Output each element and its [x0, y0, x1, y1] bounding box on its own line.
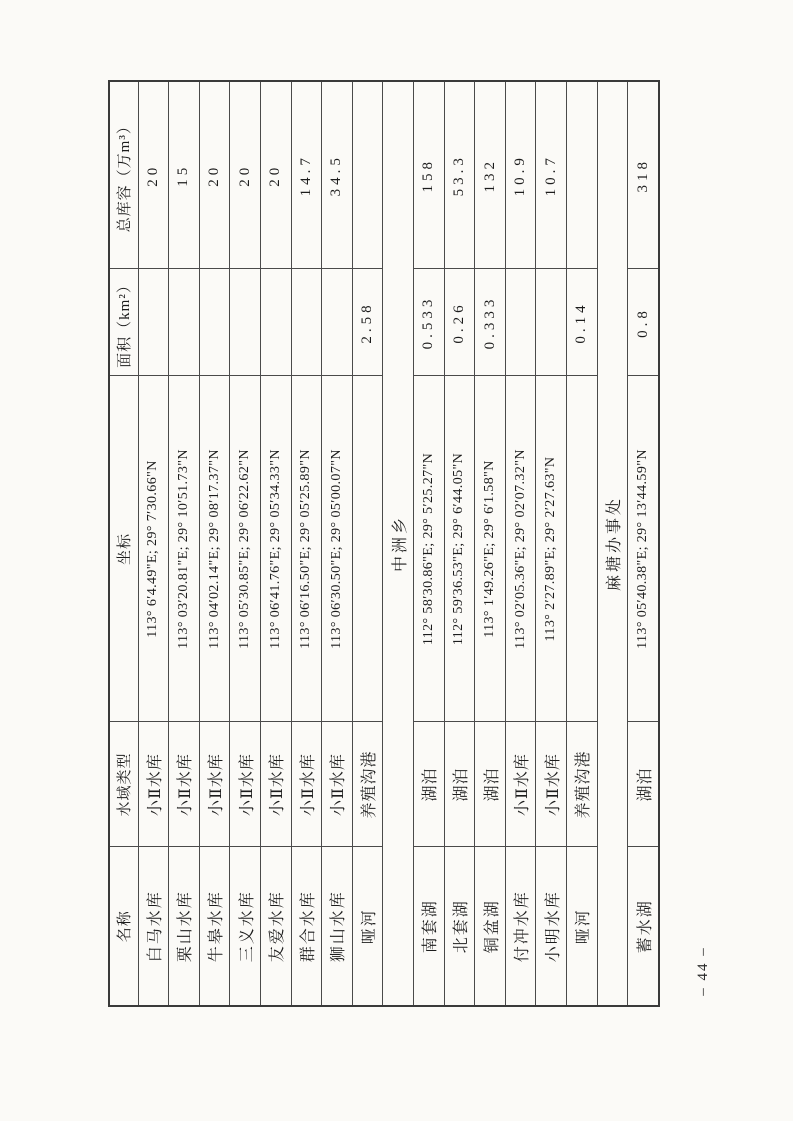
header-water-type: 水域类型 [109, 722, 138, 847]
coords-cell: 112° 59′36.53"E; 29° 6′44.05"N [444, 376, 475, 722]
capacity-cell: 318 [628, 81, 659, 269]
name-cell: 友爱水库 [260, 847, 291, 1006]
table-row [505, 81, 536, 1006]
coords-cell: 113° 06′30.50"E; 29° 05′00.07"N [322, 376, 353, 722]
coords-cell: 113° 02′05.36"E; 29° 02′07.32"N [505, 376, 536, 722]
table-row [322, 81, 353, 1006]
name-cell: 哑河 [352, 847, 383, 1006]
coords-cell: 113° 2′27.89"E; 29° 2′27.63"N [536, 376, 567, 722]
capacity-cell: 158 [413, 81, 444, 269]
table-row [138, 81, 169, 1006]
coords-cell: 113° 05′30.85"E; 29° 06′22.62"N [230, 376, 261, 722]
coords-cell: 113° 06′41.76"E; 29° 05′34.33"N [260, 376, 291, 722]
type-cell: 湖泊 [628, 722, 659, 847]
table-row [628, 81, 659, 1006]
name-cell: 铜盆湖 [475, 847, 506, 1006]
type-cell: 湖泊 [475, 722, 506, 847]
section-row [383, 81, 414, 1006]
table-row [169, 81, 200, 1006]
type-cell: 湖泊 [413, 722, 444, 847]
table-header-row [109, 81, 138, 1006]
table-row [444, 81, 475, 1006]
area-cell [505, 269, 536, 376]
area-cell [169, 269, 200, 376]
coords-cell: 112° 58′30.86"E; 29° 5′25.27"N [413, 376, 444, 722]
name-cell: 小明水库 [536, 847, 567, 1006]
name-cell: 狮山水库 [322, 847, 353, 1006]
area-cell: 0.8 [628, 269, 659, 376]
type-cell: 小Ⅱ水库 [260, 722, 291, 847]
name-cell: 群合水库 [291, 847, 322, 1006]
capacity-cell: 132 [475, 81, 506, 269]
coords-cell: 113° 04′02.14"E; 29° 08′17.37"N [199, 376, 230, 722]
type-cell: 小Ⅱ水库 [505, 722, 536, 847]
rotated-table-container [108, 82, 660, 1007]
name-cell: 三义水库 [230, 847, 261, 1006]
name-cell: 付冲水库 [505, 847, 536, 1006]
area-cell [291, 269, 322, 376]
table-row [230, 81, 261, 1006]
header-coordinates: 坐标 [109, 376, 138, 722]
table-row [567, 81, 598, 1006]
capacity-cell: 14.7 [291, 81, 322, 269]
section-row [597, 81, 628, 1006]
area-cell [322, 269, 353, 376]
capacity-cell: 20 [230, 81, 261, 269]
area-cell: 0.14 [567, 269, 598, 376]
type-cell: 养殖沟港 [567, 722, 598, 847]
header-name: 名称 [109, 847, 138, 1006]
area-cell: 0.333 [475, 269, 506, 376]
area-cell [260, 269, 291, 376]
header-area: 面积（km²） [109, 269, 138, 376]
name-cell: 哑河 [567, 847, 598, 1006]
area-cell: 2.58 [352, 269, 383, 376]
area-cell [199, 269, 230, 376]
coords-cell [352, 376, 383, 722]
type-cell: 小Ⅱ水库 [536, 722, 567, 847]
table-row [475, 81, 506, 1006]
coords-cell: 113° 06′16.50"E; 29° 05′25.89"N [291, 376, 322, 722]
table-row [413, 81, 444, 1006]
type-cell: 养殖沟港 [352, 722, 383, 847]
name-cell: 蓄水湖 [628, 847, 659, 1006]
section-label: 中洲乡 [383, 81, 414, 1006]
capacity-cell: 10.9 [505, 81, 536, 269]
coords-cell [567, 376, 598, 722]
name-cell: 栗山水库 [169, 847, 200, 1006]
coords-cell: 113° 6′4.49"E; 29° 7′30.66"N [138, 376, 169, 722]
coords-cell: 113° 05′40.38"E; 29° 13′44.59"N [628, 376, 659, 722]
name-cell: 南套湖 [413, 847, 444, 1006]
table-row [291, 81, 322, 1006]
capacity-cell: 20 [138, 81, 169, 269]
type-cell: 湖泊 [444, 722, 475, 847]
capacity-cell: 53.3 [444, 81, 475, 269]
capacity-cell: 34.5 [322, 81, 353, 269]
name-cell: 白马水库 [138, 847, 169, 1006]
area-cell [230, 269, 261, 376]
section-label: 麻塘办事处 [597, 81, 628, 1006]
type-cell: 小Ⅱ水库 [230, 722, 261, 847]
area-cell [138, 269, 169, 376]
type-cell: 小Ⅱ水库 [138, 722, 169, 847]
header-capacity: 总库容（万m³） [109, 81, 138, 269]
name-cell: 牛皋水库 [199, 847, 230, 1006]
table-row [199, 81, 230, 1006]
area-cell: 0.26 [444, 269, 475, 376]
area-cell: 0.533 [413, 269, 444, 376]
coords-cell: 113° 03′20.81"E; 29° 10′51.73"N [169, 376, 200, 722]
capacity-cell: 10.7 [536, 81, 567, 269]
water-bodies-table [108, 80, 660, 1007]
table-row [260, 81, 291, 1006]
type-cell: 小Ⅱ水库 [322, 722, 353, 847]
capacity-cell: 20 [199, 81, 230, 269]
type-cell: 小Ⅱ水库 [291, 722, 322, 847]
capacity-cell: 20 [260, 81, 291, 269]
table-body [138, 81, 659, 1006]
type-cell: 小Ⅱ水库 [199, 722, 230, 847]
capacity-cell [352, 81, 383, 269]
page-number: – 44 – [695, 946, 711, 996]
coords-cell: 113° 1′49.26"E; 29° 6′1.58"N [475, 376, 506, 722]
table-row [536, 81, 567, 1006]
capacity-cell: 15 [169, 81, 200, 269]
name-cell: 北套湖 [444, 847, 475, 1006]
type-cell: 小Ⅱ水库 [169, 722, 200, 847]
capacity-cell [567, 81, 598, 269]
area-cell [536, 269, 567, 376]
table-row [352, 81, 383, 1006]
